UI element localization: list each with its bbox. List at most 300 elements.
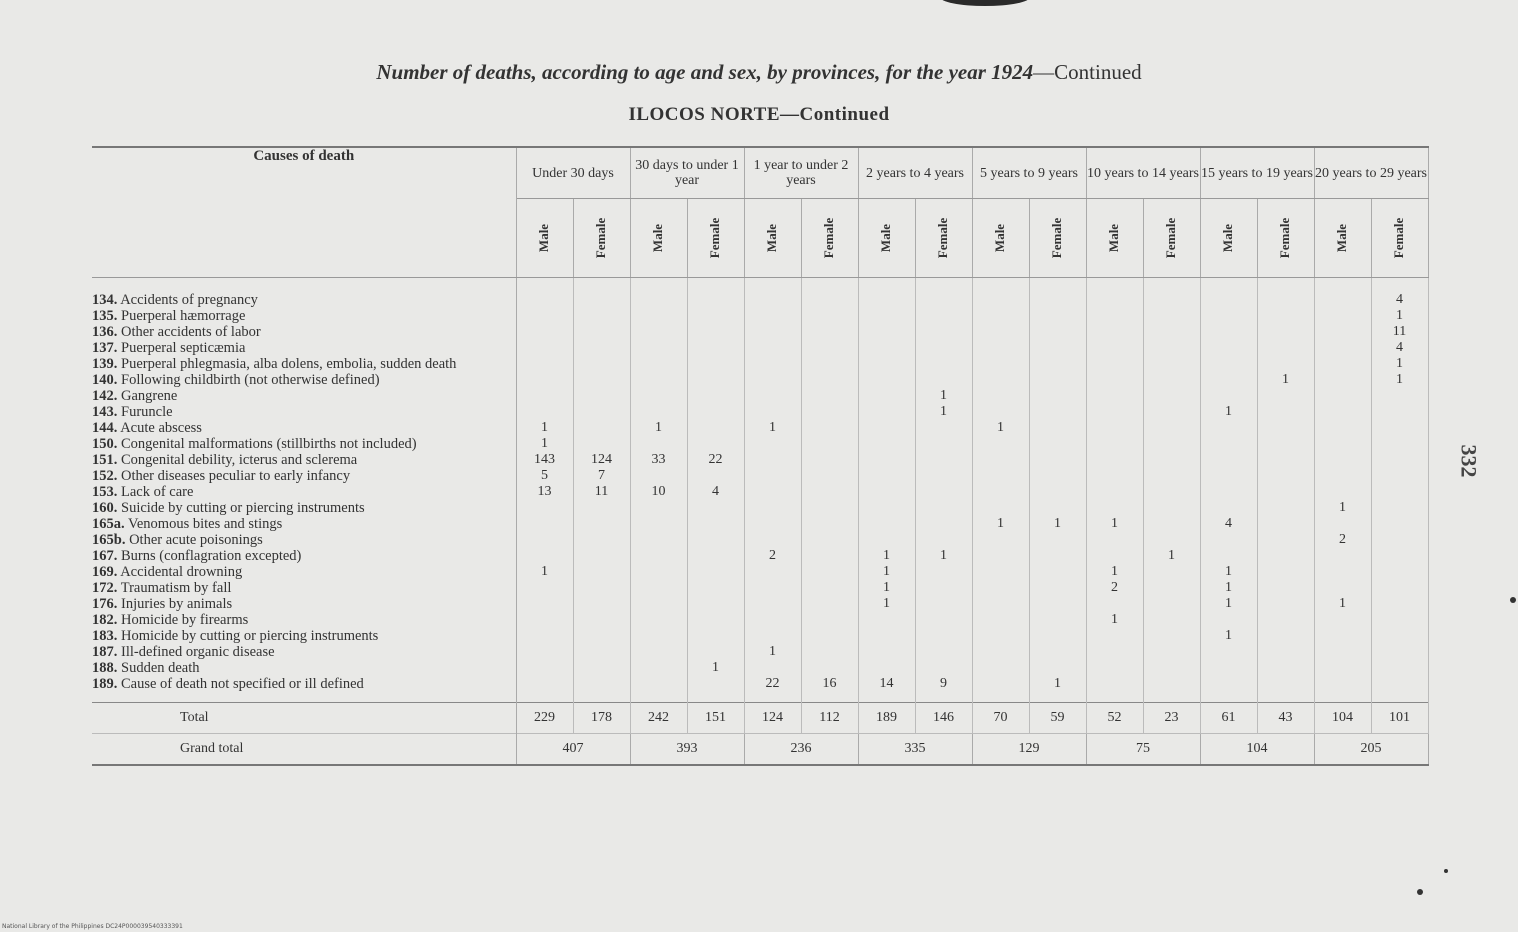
cause-code: 151. (92, 452, 118, 468)
total-value: 104 (1314, 703, 1371, 734)
value-cell (1143, 278, 1200, 309)
cause-code: 160. (92, 500, 118, 516)
value-cell (915, 516, 972, 532)
table-row (92, 676, 1428, 703)
value-cell (1257, 308, 1314, 324)
male-column-header (858, 199, 915, 278)
value-cell: 1 (1086, 564, 1143, 580)
value-cell (1086, 628, 1143, 644)
value-cell (630, 548, 687, 564)
value-cell (1371, 500, 1428, 516)
grand-total-row (92, 734, 1428, 766)
table-row (92, 356, 1428, 372)
value-cell (915, 340, 972, 356)
value-cell (1143, 372, 1200, 388)
total-value: 52 (1086, 703, 1143, 734)
female-column-header (1257, 199, 1314, 278)
value-cell (1257, 516, 1314, 532)
cause-code: 150. (92, 436, 118, 452)
value-cell (1371, 628, 1428, 644)
total-value: 101 (1371, 703, 1428, 734)
value-cell: 1 (858, 596, 915, 612)
value-cell (1200, 372, 1257, 388)
value-cell: 1 (972, 420, 1029, 436)
value-cell (1314, 420, 1371, 436)
value-cell: 1 (1371, 308, 1428, 324)
value-cell (1200, 278, 1257, 309)
value-cell (858, 356, 915, 372)
value-cell (573, 564, 630, 580)
value-cell (573, 644, 630, 660)
value-cell (801, 500, 858, 516)
value-cell (573, 500, 630, 516)
value-cell (1029, 596, 1086, 612)
value-cell (1143, 516, 1200, 532)
value-cell (1200, 468, 1257, 484)
value-cell (1086, 596, 1143, 612)
deaths-table-container (92, 146, 1428, 766)
table-row (92, 324, 1428, 340)
value-cell (1143, 404, 1200, 420)
cause-name: Traumatism by fall (120, 580, 232, 596)
scan-speck (1444, 869, 1448, 873)
value-cell (687, 500, 744, 516)
value-cell (1371, 580, 1428, 596)
value-cell (573, 356, 630, 372)
age-group-header: 20 years to 29 years (1314, 147, 1428, 199)
value-cell (1200, 452, 1257, 468)
value-cell: 1 (1257, 372, 1314, 388)
cause-column-header: Causes of death (92, 147, 516, 278)
value-cell (1086, 484, 1143, 500)
value-cell (516, 676, 573, 703)
value-cell (972, 548, 1029, 564)
value-cell (1200, 644, 1257, 660)
male-column-header (1200, 199, 1257, 278)
value-cell (1143, 676, 1200, 703)
value-cell (801, 516, 858, 532)
page-title-main: Number of deaths, according to age and sex, by provinces, for the year 1924 (376, 60, 1034, 84)
value-cell: 13 (516, 484, 573, 500)
value-cell (1029, 278, 1086, 309)
cause-code: 188. (92, 660, 118, 676)
grand-total-value: 75 (1086, 734, 1200, 766)
cause-cell (92, 500, 516, 516)
value-cell (1143, 484, 1200, 500)
value-cell: 9 (915, 676, 972, 703)
value-cell (1029, 324, 1086, 340)
table-row (92, 628, 1428, 644)
male-label: Male (1106, 223, 1122, 253)
value-cell (801, 548, 858, 564)
value-cell: 1 (858, 564, 915, 580)
value-cell (972, 660, 1029, 676)
value-cell (1029, 660, 1086, 676)
value-cell (516, 372, 573, 388)
value-cell: 1 (687, 660, 744, 676)
value-cell (915, 500, 972, 516)
male-column-header (1086, 199, 1143, 278)
cause-name: Lack of care (121, 484, 194, 500)
value-cell (1086, 660, 1143, 676)
value-cell: 2 (1086, 580, 1143, 596)
value-cell: 1 (516, 436, 573, 452)
value-cell (915, 420, 972, 436)
value-cell: 11 (573, 484, 630, 500)
value-cell (1257, 468, 1314, 484)
value-cell (1029, 564, 1086, 580)
cause-name: Other diseases peculiar to early infancy (121, 468, 351, 484)
value-cell (972, 388, 1029, 404)
total-value: 178 (573, 703, 630, 734)
value-cell: 1 (1029, 516, 1086, 532)
value-cell (1143, 468, 1200, 484)
value-cell (915, 308, 972, 324)
value-cell (516, 324, 573, 340)
value-cell (573, 532, 630, 548)
value-cell (516, 308, 573, 324)
cause-name: Puerperal septicæmia (121, 340, 246, 356)
value-cell: 1 (744, 644, 801, 660)
cause-cell (92, 308, 516, 324)
value-cell (801, 596, 858, 612)
value-cell (1029, 484, 1086, 500)
value-cell: 1 (744, 420, 801, 436)
age-group-header: 1 year to under 2 years (744, 147, 858, 199)
value-cell (1029, 308, 1086, 324)
value-cell (972, 278, 1029, 309)
value-cell (1257, 484, 1314, 500)
value-cell (972, 644, 1029, 660)
value-cell: 1 (1086, 612, 1143, 628)
value-cell (1029, 340, 1086, 356)
total-value: 229 (516, 703, 573, 734)
value-cell (1029, 644, 1086, 660)
value-cell (573, 436, 630, 452)
female-label: Female (1391, 217, 1407, 259)
value-cell (801, 436, 858, 452)
value-cell (1257, 628, 1314, 644)
cause-name: Homicide by cutting or piercing instruments (121, 628, 379, 644)
value-cell (972, 356, 1029, 372)
value-cell (1143, 308, 1200, 324)
male-column-header (630, 199, 687, 278)
cause-code: 136. (92, 324, 118, 340)
table-row (92, 404, 1428, 420)
value-cell (972, 484, 1029, 500)
value-cell (858, 324, 915, 340)
cause-cell (92, 644, 516, 660)
table-row (92, 596, 1428, 612)
value-cell (516, 644, 573, 660)
value-cell (1314, 676, 1371, 703)
value-cell: 33 (630, 452, 687, 468)
value-cell (687, 612, 744, 628)
value-cell (744, 278, 801, 309)
value-cell (1257, 324, 1314, 340)
cause-cell (92, 564, 516, 580)
value-cell (687, 388, 744, 404)
value-cell (687, 324, 744, 340)
value-cell (744, 500, 801, 516)
value-cell (801, 372, 858, 388)
grand-total-value: 236 (744, 734, 858, 766)
total-value: 112 (801, 703, 858, 734)
value-cell (858, 628, 915, 644)
value-cell (1200, 324, 1257, 340)
value-cell: 4 (1200, 516, 1257, 532)
value-cell (687, 644, 744, 660)
value-cell (630, 580, 687, 596)
value-cell (516, 500, 573, 516)
value-cell (687, 308, 744, 324)
value-cell (1257, 660, 1314, 676)
value-cell (972, 436, 1029, 452)
cause-name: Puerperal phlegmasia, alba dolens, embolia, sudden death (121, 356, 457, 372)
female-column-header (801, 199, 858, 278)
female-label: Female (1277, 217, 1293, 259)
grand-total-value: 205 (1314, 734, 1428, 766)
value-cell (915, 660, 972, 676)
value-cell (858, 308, 915, 324)
cause-code: 152. (92, 468, 118, 484)
female-label: Female (707, 217, 723, 259)
value-cell (744, 596, 801, 612)
cause-name: Accidents of pregnancy (120, 292, 258, 308)
value-cell (1314, 436, 1371, 452)
section-title: ILOCOS NORTE—Continued (628, 104, 890, 125)
age-group-header: Under 30 days (516, 147, 630, 199)
value-cell: 1 (1200, 628, 1257, 644)
value-cell (516, 516, 573, 532)
cause-cell (92, 278, 516, 309)
cause-code: 169. (92, 564, 118, 580)
value-cell (972, 580, 1029, 596)
value-cell (1371, 388, 1428, 404)
scan-speck (1417, 889, 1423, 895)
value-cell: 1 (1086, 516, 1143, 532)
value-cell (858, 468, 915, 484)
total-value: 43 (1257, 703, 1314, 734)
value-cell (630, 388, 687, 404)
value-cell (915, 596, 972, 612)
value-cell (744, 404, 801, 420)
value-cell: 1 (1371, 372, 1428, 388)
cause-name: Sudden death (121, 660, 200, 676)
value-cell (516, 548, 573, 564)
table-row (92, 388, 1428, 404)
value-cell (687, 436, 744, 452)
cause-code: 167. (92, 548, 118, 564)
table-row (92, 420, 1428, 436)
value-cell (630, 500, 687, 516)
value-cell (858, 278, 915, 309)
value-cell (972, 596, 1029, 612)
cause-cell (92, 532, 516, 548)
age-group-header: 2 years to 4 years (858, 147, 972, 199)
value-cell (801, 420, 858, 436)
value-cell (516, 278, 573, 309)
cause-cell (92, 676, 516, 703)
value-cell (1200, 660, 1257, 676)
value-cell (972, 628, 1029, 644)
page-number: 332 (1456, 444, 1482, 478)
value-cell (573, 324, 630, 340)
value-cell (744, 388, 801, 404)
value-cell (516, 660, 573, 676)
cause-name: Accidental drowning (120, 564, 243, 580)
value-cell (1314, 452, 1371, 468)
value-cell (1086, 404, 1143, 420)
value-cell (1029, 452, 1086, 468)
value-cell (573, 548, 630, 564)
value-cell (573, 580, 630, 596)
value-cell (630, 356, 687, 372)
value-cell (1029, 404, 1086, 420)
value-cell (972, 500, 1029, 516)
value-cell (1143, 388, 1200, 404)
value-cell (858, 420, 915, 436)
age-group-header: 10 years to 14 years (1086, 147, 1200, 199)
value-cell (1200, 612, 1257, 628)
value-cell: 1 (858, 548, 915, 564)
value-cell (858, 452, 915, 468)
value-cell (1371, 420, 1428, 436)
age-group-header: 30 days to under 1 year (630, 147, 744, 199)
cause-name: Injuries by animals (121, 596, 233, 612)
female-label: Female (1049, 217, 1065, 259)
cause-cell (92, 612, 516, 628)
value-cell (915, 356, 972, 372)
cause-code: 187. (92, 644, 118, 660)
value-cell (801, 644, 858, 660)
cause-cell (92, 628, 516, 644)
value-cell (687, 404, 744, 420)
value-cell (516, 612, 573, 628)
value-cell (687, 532, 744, 548)
value-cell (1086, 532, 1143, 548)
value-cell (915, 452, 972, 468)
male-column-header (972, 199, 1029, 278)
value-cell (1314, 278, 1371, 309)
value-cell: 14 (858, 676, 915, 703)
value-cell (915, 324, 972, 340)
value-cell (1371, 436, 1428, 452)
value-cell (1257, 436, 1314, 452)
cause-code: 165a. (92, 516, 125, 532)
table-row (92, 644, 1428, 660)
value-cell (1314, 548, 1371, 564)
value-cell (630, 676, 687, 703)
value-cell (1257, 580, 1314, 596)
value-cell (744, 468, 801, 484)
value-cell (744, 612, 801, 628)
value-cell (801, 278, 858, 309)
value-cell (573, 676, 630, 703)
value-cell (516, 628, 573, 644)
footer-note: National Library of the Philippines DC24P000039540333391 (2, 923, 183, 930)
value-cell (1371, 676, 1428, 703)
male-label: Male (650, 223, 666, 253)
value-cell (801, 340, 858, 356)
value-cell (801, 356, 858, 372)
value-cell (516, 388, 573, 404)
value-cell (1086, 644, 1143, 660)
value-cell (1143, 452, 1200, 468)
value-cell (858, 404, 915, 420)
value-cell (1086, 548, 1143, 564)
value-cell: 2 (744, 548, 801, 564)
value-cell (972, 404, 1029, 420)
cause-code: 182. (92, 612, 118, 628)
total-value: 146 (915, 703, 972, 734)
table-row (92, 308, 1428, 324)
value-cell: 22 (744, 676, 801, 703)
value-cell (1257, 278, 1314, 309)
scan-speck (1510, 597, 1516, 603)
value-cell (1086, 278, 1143, 309)
value-cell (801, 308, 858, 324)
value-cell (1143, 340, 1200, 356)
value-cell (744, 564, 801, 580)
value-cell (1029, 420, 1086, 436)
value-cell (1371, 452, 1428, 468)
female-column-header (573, 199, 630, 278)
value-cell (801, 660, 858, 676)
value-cell (573, 278, 630, 309)
value-cell (972, 308, 1029, 324)
grand-total-value: 129 (972, 734, 1086, 766)
male-column-header (1314, 199, 1371, 278)
table-row (92, 580, 1428, 596)
cause-name: Furuncle (121, 404, 173, 420)
value-cell: 124 (573, 452, 630, 468)
cause-cell (92, 372, 516, 388)
grand-total-value: 407 (516, 734, 630, 766)
male-label: Male (1220, 223, 1236, 253)
total-value: 70 (972, 703, 1029, 734)
value-cell: 1 (972, 516, 1029, 532)
value-cell (1086, 372, 1143, 388)
value-cell (1143, 612, 1200, 628)
value-cell (801, 324, 858, 340)
value-cell (744, 372, 801, 388)
value-cell (1314, 324, 1371, 340)
cause-code: 172. (92, 580, 118, 596)
value-cell (573, 340, 630, 356)
cause-cell (92, 324, 516, 340)
cause-name: Ill-defined organic disease (121, 644, 275, 660)
value-cell (972, 372, 1029, 388)
value-cell: 1 (915, 548, 972, 564)
value-cell (915, 436, 972, 452)
value-cell (915, 278, 972, 309)
value-cell (573, 404, 630, 420)
value-cell: 22 (687, 452, 744, 468)
value-cell (630, 308, 687, 324)
value-cell (1371, 644, 1428, 660)
value-cell (915, 564, 972, 580)
value-cell (1086, 356, 1143, 372)
value-cell (744, 340, 801, 356)
value-cell (1029, 612, 1086, 628)
value-cell (1200, 308, 1257, 324)
table-row (92, 564, 1428, 580)
value-cell (630, 628, 687, 644)
value-cell (744, 356, 801, 372)
cause-name: Suicide by cutting or piercing instruments (121, 500, 365, 516)
value-cell (687, 278, 744, 309)
